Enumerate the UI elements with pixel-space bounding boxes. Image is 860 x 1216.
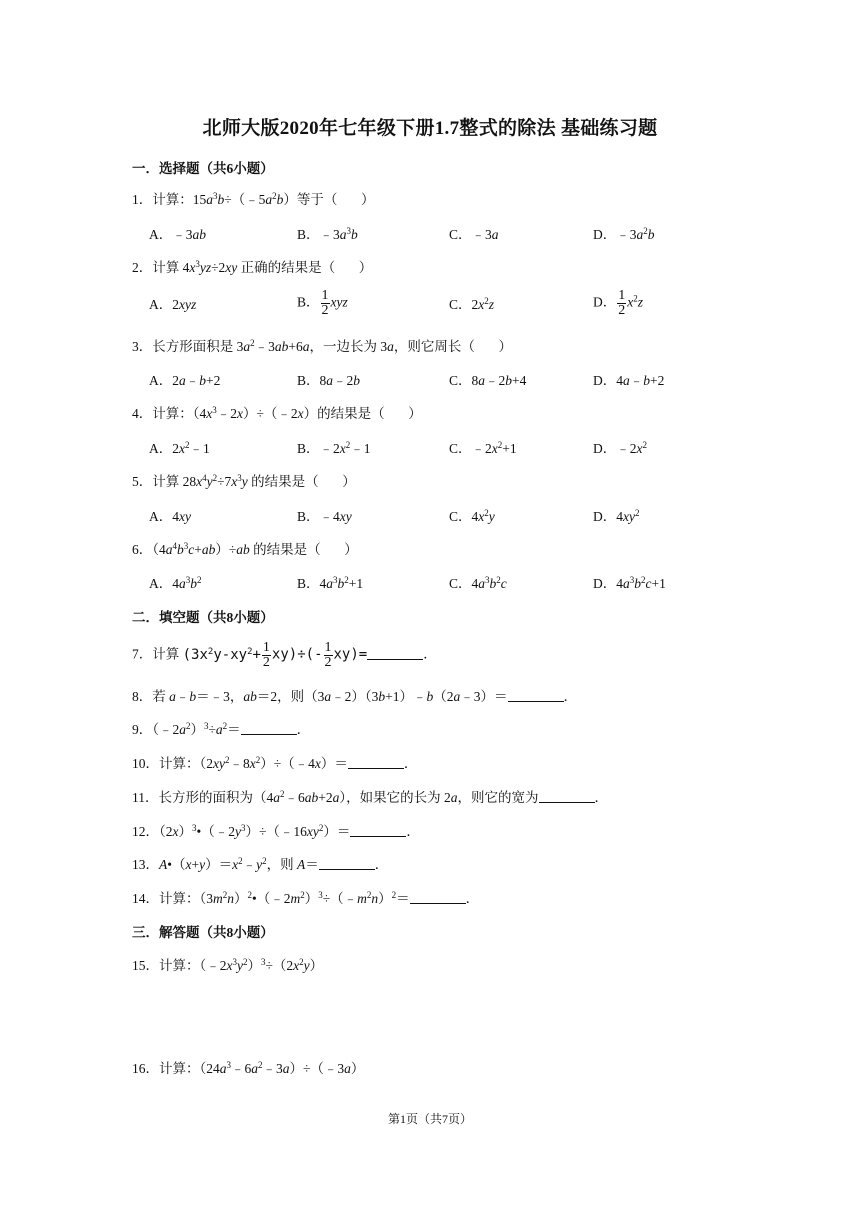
- q5-option-d: D．$4xy^2$: [593, 508, 640, 524]
- question-13: 13．$A•(x+y)=x^2﹣y^2$，则 A＝ ．: [132, 856, 389, 872]
- q6-option-b: B．$4a^3b^2+1$: [297, 575, 364, 591]
- q3-option-c: C．8a﹣2b+4: [449, 373, 527, 388]
- q4-option-d: D．$﹣2x^2$: [593, 440, 647, 456]
- section-heading-choice: 一．选择题（共6小题）: [132, 161, 274, 176]
- question-8: 8．若 a﹣b＝﹣3，ab＝2，则（3a﹣2）（3b+1）﹣b（2a﹣3）＝ ．: [132, 689, 577, 704]
- q2-option-a: A．2xyz: [149, 297, 197, 312]
- page-footer: 第1页（共7页）: [387, 1112, 472, 1126]
- question-7: 7．计算 ($3x^2y-xy^2+$ $\frac{1}{2}$ xy)÷(- $\frac{1}{2}$ xy)= ．: [132, 640, 437, 670]
- question-14: 14．计算：$(3m^2n)^2•(﹣2m^2)^3\div(﹣m^2n)^2=$ ．: [132, 890, 480, 906]
- section-heading-answer: 三．解答题（共8小题）: [132, 925, 274, 940]
- question-9: 9．$(﹣2a^2)^3\div a^2=$ ．: [132, 721, 311, 737]
- q1-option-b: B．$﹣3a^3b$: [297, 226, 358, 242]
- question-2: 2．计算 $4x^3yz\div 2xy$ 正确的结果是（ ）: [132, 259, 373, 275]
- question-6: 6．$(4a^4b^3c+ab)\div ab$ 的结果是（ ）: [132, 541, 358, 557]
- q2-option-d: D． $\frac{1}{2}$ $x^2z$: [593, 288, 644, 318]
- question-15: 15．计算：$(﹣2x^3y^2)^3\div(2x^2y)$: [132, 957, 324, 973]
- fraction-half: $\frac{1}{2}$: [321, 288, 329, 318]
- question-16: 16．计算：$(24a^3﹣6a^2﹣3a)\div(﹣3a)$: [132, 1060, 365, 1076]
- question-4: 4．计算：$(4x^3﹣2x)\div(﹣2x)$的结果是（ ）: [132, 405, 422, 421]
- q5-option-a: A．4xy: [149, 509, 191, 524]
- page-title: 北师大版2020年七年级下册1.7整式的除法 基础练习题: [202, 118, 658, 139]
- q3-option-b: B．8a﹣2b: [297, 373, 361, 388]
- q5-option-c: C．$4x^2y$: [449, 508, 495, 524]
- q6-option-c: C．$4a^3b^2c$: [449, 575, 507, 591]
- q1-option-a: A．﹣3ab: [149, 227, 206, 242]
- fraction-half: $\frac{1}{2}$: [324, 640, 332, 670]
- q1-option-c: C．﹣3a: [449, 227, 499, 242]
- question-11: 11．长方形的面积为$(4a^2﹣6ab+2a)$，如果它的长为 2a，则它的宽为 ．: [132, 789, 608, 805]
- q3-option-a: A．2a﹣b+2: [149, 373, 221, 388]
- q4-option-c: C．$﹣2x^2+1$: [449, 440, 517, 456]
- q5-option-b: B．﹣4xy: [297, 509, 352, 524]
- q4-option-a: A．$2x^2﹣1$: [149, 440, 210, 456]
- q6-option-d: D．$4a^3b^2c+1$: [593, 575, 666, 591]
- section-heading-fill: 二．填空题（共8小题）: [132, 610, 274, 625]
- q1-option-d: D．$﹣3a^2b$: [593, 226, 655, 242]
- fraction-half: $\frac{1}{2}$: [262, 640, 270, 670]
- q2-option-c: C．$2x^2z$: [449, 296, 495, 312]
- q2-option-b: B． $\frac{1}{2}$ xyz: [297, 288, 348, 318]
- q3-option-d: D．4a﹣b+2: [593, 373, 665, 388]
- question-3: 3．长方形面积是 $3a^2﹣3ab+6a$，一边长为 3a，则它周长（ ）: [132, 338, 512, 354]
- fraction-half: $\frac{1}{2}$: [618, 288, 626, 318]
- q6-option-a: A．$4a^3b^2$: [149, 575, 202, 591]
- question-5: 5．计算 $28x^4y^2\div 7x^3y$ 的结果是（ ）: [132, 473, 356, 489]
- question-12: 12．$(2x)^3•(﹣2y^3)\div(﹣16xy^2)=$ ．: [132, 823, 420, 839]
- question-1: 1．计算：$15a^3b\div(﹣5a^2b)$等于（ ）: [132, 191, 375, 207]
- question-10: 10．计算：$(2xy^2﹣8x^2)\div(﹣4x)=$ ．: [132, 755, 418, 771]
- q4-option-b: B．$﹣2x^2﹣1$: [297, 440, 371, 456]
